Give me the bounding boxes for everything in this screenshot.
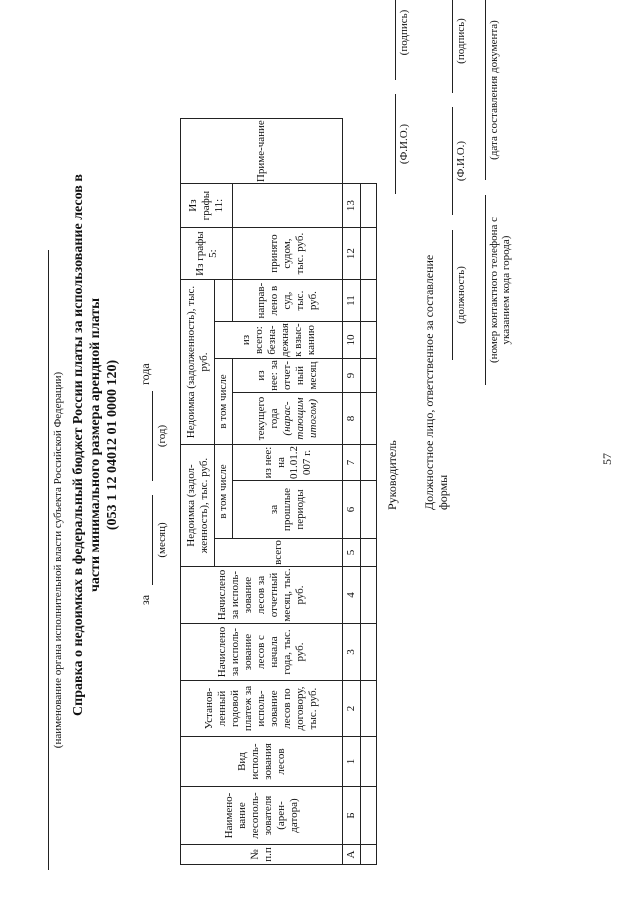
- cell: [361, 445, 377, 481]
- col-accrued-year-header: Начислено за исполь-зование лесов с начала года, тыс. руб.: [181, 624, 343, 681]
- colnum-12: 12: [343, 228, 361, 280]
- col-note-header: Приме-чание: [181, 119, 343, 184]
- colnum-5: 5: [343, 539, 361, 567]
- cell: [361, 539, 377, 567]
- sign-line-1: [395, 0, 396, 80]
- month-line: [152, 495, 153, 585]
- document-title: [70, 65, 121, 825]
- col-from-date-header: из нее: на 01.01.2 007 г.: [233, 445, 343, 481]
- col-type-header: Вид исполь-зования лесов: [181, 737, 343, 787]
- col-prev-periods-header: за прошлые периоды: [233, 481, 343, 539]
- colnum-6: 6: [343, 481, 361, 539]
- arrears-table: [180, 118, 377, 865]
- colnum-b: Б: [343, 787, 361, 845]
- colnum-4: 4: [343, 567, 361, 624]
- from-col11-header: Из графы 11:: [181, 184, 233, 228]
- cell: [361, 567, 377, 624]
- arrears-group-header: Недоимка (задол-женность), тыс. руб.: [181, 445, 215, 567]
- cell: [361, 737, 377, 787]
- colnum-1: 1: [343, 737, 361, 787]
- fio-caption-1: (Ф.И.О.): [398, 123, 410, 165]
- column-numbers-row: [343, 119, 361, 865]
- col-annual-header: Установ-ленный годовой платеж за исполь-зование лесов по договору, тыс. руб.: [181, 681, 343, 737]
- current-year-label: текущего года: [255, 396, 280, 441]
- colnum-3: 3: [343, 624, 361, 681]
- period-prefix: за: [138, 594, 152, 605]
- fio-caption-2: (Ф.И.О.): [455, 140, 467, 182]
- cell: [361, 845, 377, 865]
- empty-data-row: [361, 119, 377, 865]
- cell: [361, 359, 377, 393]
- month-caption: (месяц): [156, 522, 168, 558]
- col-current-year-header: [233, 393, 343, 445]
- from-col5-header: Из графы 5:: [181, 228, 233, 280]
- title-line-1: Справка о недоимках в федеральный бюджет России платы за использование лесов в: [71, 174, 86, 716]
- title-line-2: части минимального размера арендной платы: [88, 297, 103, 593]
- colnum-9: 9: [343, 359, 361, 393]
- col-name-header: Наимено-вание лесополь-зователя (арен-датора): [181, 787, 343, 845]
- arrears2-group-header: Недоимка (задолженность), тыс. руб.: [181, 280, 215, 445]
- fio-line-2: [452, 107, 453, 215]
- incl-header-2: в том числе: [215, 359, 233, 445]
- col-accepted-court-header: принято судом, тыс. руб.: [233, 228, 343, 280]
- phone-caption: (номер контактного телефона с указанием кода города): [488, 216, 512, 364]
- col-accrued-month-header: Начислено за исполь-зование лесов за отчетный месяц, тыс. руб.: [181, 567, 343, 624]
- year-line: [152, 391, 153, 481]
- cell: [361, 681, 377, 737]
- col-reporting-month-header: из нее: за отчет-ный месяц: [233, 359, 343, 393]
- colnum-7: 7: [343, 445, 361, 481]
- colnum-13: 13: [343, 184, 361, 228]
- cell: [361, 787, 377, 845]
- sign-caption-1: (подпись): [398, 9, 410, 56]
- period-suffix: года: [138, 363, 152, 385]
- org-caption: (наименование органа исполнительной власти субъекта Российской Федерации): [52, 371, 64, 749]
- position-line: [452, 230, 453, 360]
- date-caption: (дата составления документа): [488, 20, 500, 160]
- cumulative-label: (нарас-тающим итогом): [281, 397, 319, 440]
- colnum-a: А: [343, 845, 361, 865]
- position-caption: (должность): [455, 266, 467, 324]
- reporting-period: [138, 245, 178, 605]
- incl-header-1: в том числе: [215, 445, 233, 539]
- col-hopeless-header: из всего: безна-дежная к взыс-канию: [215, 322, 343, 359]
- colnum-11: 11: [343, 280, 361, 322]
- head-label: Руководитель: [385, 440, 399, 510]
- colnum-2: 2: [343, 681, 361, 737]
- col-total-header: всего: [215, 539, 343, 567]
- cell: [361, 322, 377, 359]
- col-num-header: № п.п: [181, 845, 343, 865]
- cell: [361, 624, 377, 681]
- date-line: [485, 0, 486, 180]
- sign-caption-2: (подпись): [455, 18, 467, 64]
- cell: [361, 280, 377, 322]
- org-line: [48, 250, 49, 870]
- colnum-8: 8: [343, 393, 361, 445]
- col-sent-court-header: направ-лено в суд, тыс. руб.: [233, 280, 343, 322]
- cell: [361, 393, 377, 445]
- cell: [361, 228, 377, 280]
- cell: [361, 184, 377, 228]
- page-number: 57: [600, 453, 614, 465]
- phone-line: [485, 195, 486, 385]
- fio-line-1: [395, 94, 396, 194]
- year-caption: (год): [156, 424, 168, 448]
- colnum-10: 10: [343, 322, 361, 359]
- sign-line-2: [452, 0, 453, 93]
- title-line-3: (053 1 12 04012 01 0000 120): [105, 359, 120, 531]
- responsible-label: Должностное лицо, ответственное за составление формы: [422, 254, 450, 510]
- cell: [361, 481, 377, 539]
